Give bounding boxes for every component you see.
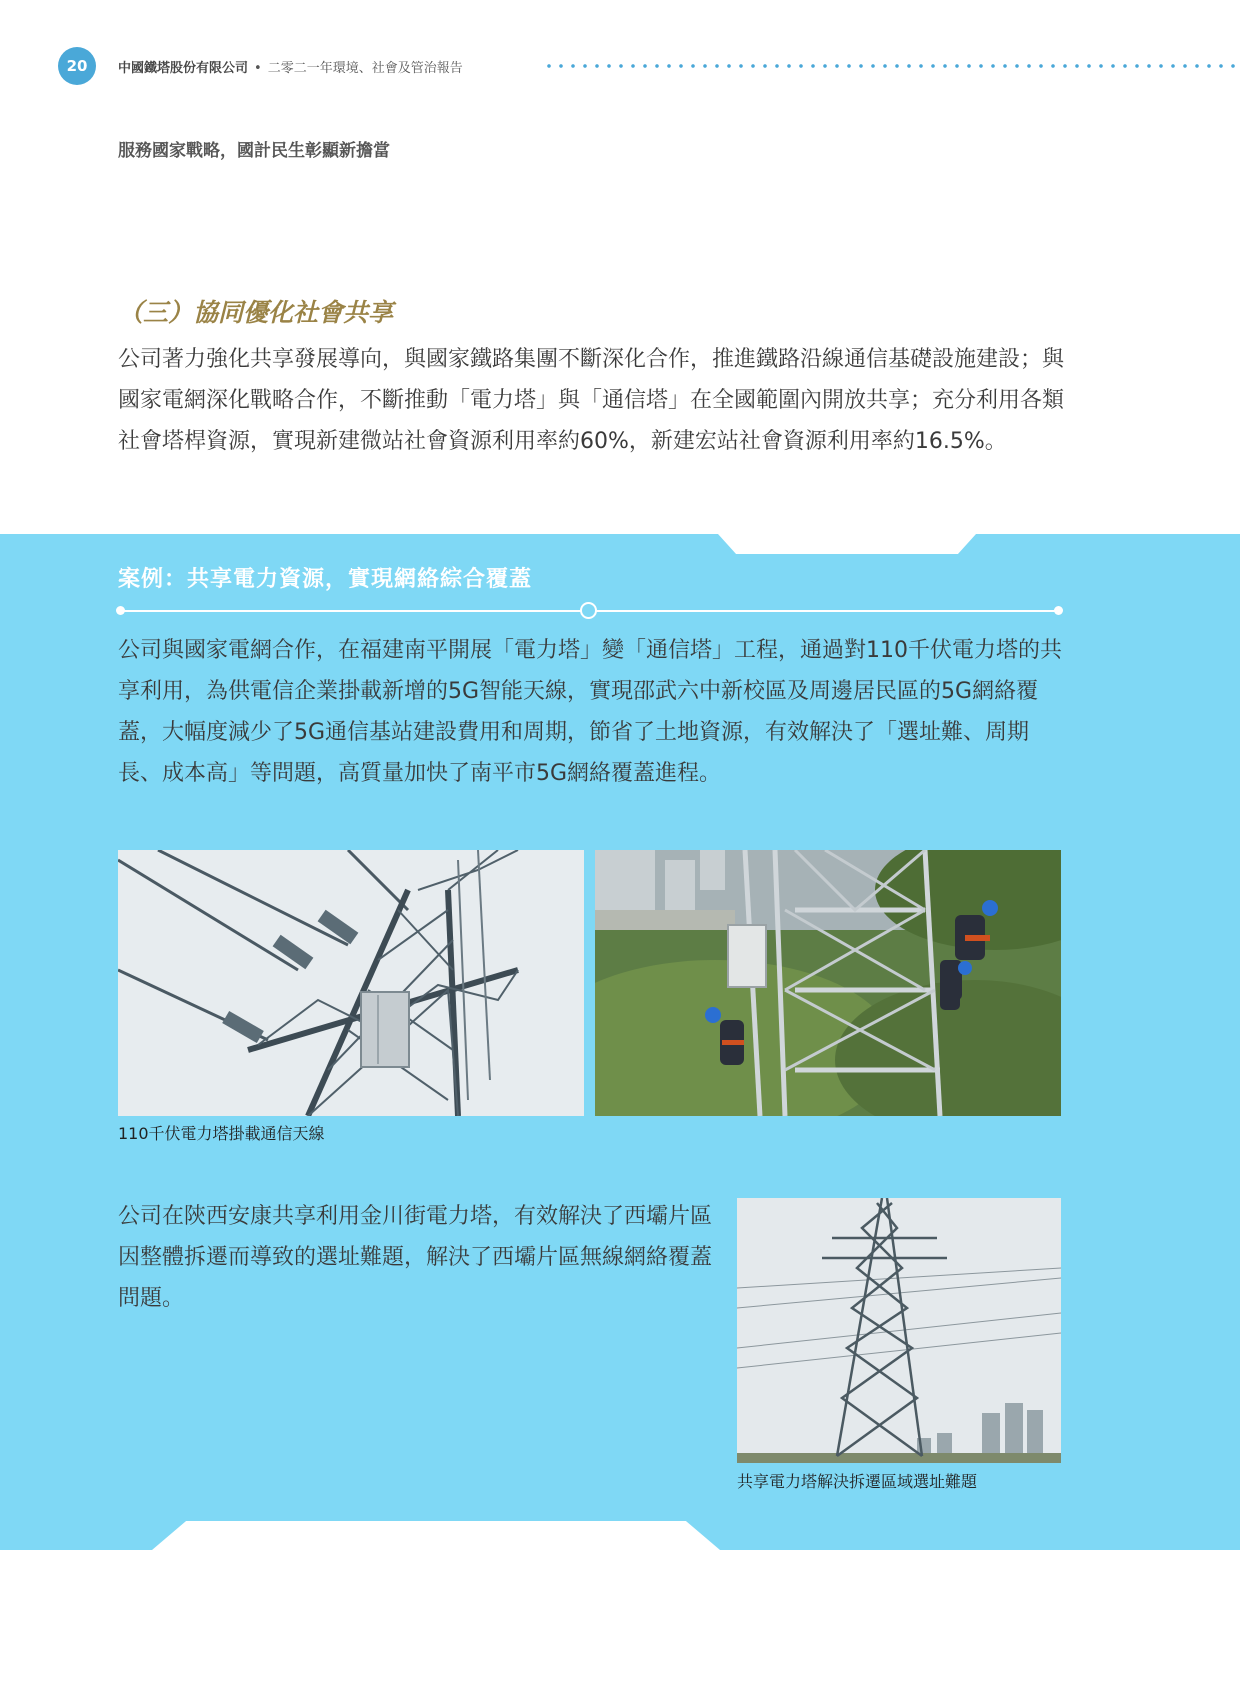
header-dotted-rule — [543, 63, 1240, 69]
case-paragraph-1: 公司與國家電網合作，在福建南平開展「電力塔」變「通信塔」工程，通過對110千伏電力塔的共享利用，為供電信企業掛載新增的5G智能天線，實現邵武六中新校區及周邊居民區的5G網絡覆蓋，大幅度減少了5G通信基站建設費用和周期，節省了土地資源，有效解決了「選址難、周期長、成本高」等問題，高質量加快了南平市5G網絡覆蓋進程。 — [118, 638, 1062, 786]
panel-bottom-notch — [152, 1521, 720, 1550]
report-title: 二零二一年環境、社會及管治報告 — [267, 61, 463, 76]
company-name: 中國鐵塔股份有限公司 — [118, 61, 249, 76]
panel-top-notch — [718, 534, 976, 554]
subsection-body: 公司著力強化共享發展導向，與國家鐵路集團不斷深化合作，推進鐵路沿線通信基礎設施建設；與國家電網深化戰略合作，不斷推動「電力塔」與「通信塔」在全國範圍內開放共享；充分利用各類社會塔桿資源，實現新建微站社會資源利用率約60%，新建宏站社會資源利用率約16.5%。 — [118, 347, 1065, 454]
photo-caption-1: 110千伏電力塔掛載通信天線 — [118, 1124, 325, 1143]
divider-dot-left — [116, 606, 125, 615]
header-bullet: • — [254, 61, 262, 76]
section-label: 服務國家戰略，國計民生彰顯新擔當 — [118, 141, 390, 161]
divider-ring — [580, 602, 597, 619]
photo-caption-2: 共享電力塔解決拆遷區域選址難題 — [737, 1472, 978, 1491]
divider-dot-right — [1054, 606, 1063, 615]
photo-workers-on-tower — [595, 850, 1061, 1116]
running-header — [118, 57, 463, 76]
photo-tall-tower — [737, 1198, 1061, 1463]
photo-tower-antenna — [118, 850, 584, 1116]
case-paragraph-2: 公司在陝西安康共享利用金川街電力塔，有效解決了西壩片區因整體拆遷而導致的選址難題，解決了西壩片區無線網絡覆蓋問題。 — [118, 1204, 713, 1311]
page-number: 20 — [58, 47, 96, 85]
case-title: 案例：共享電力資源，實現網絡綜合覆蓋 — [118, 567, 533, 592]
subsection-title: （三）協同優化社會共享 — [118, 298, 394, 327]
